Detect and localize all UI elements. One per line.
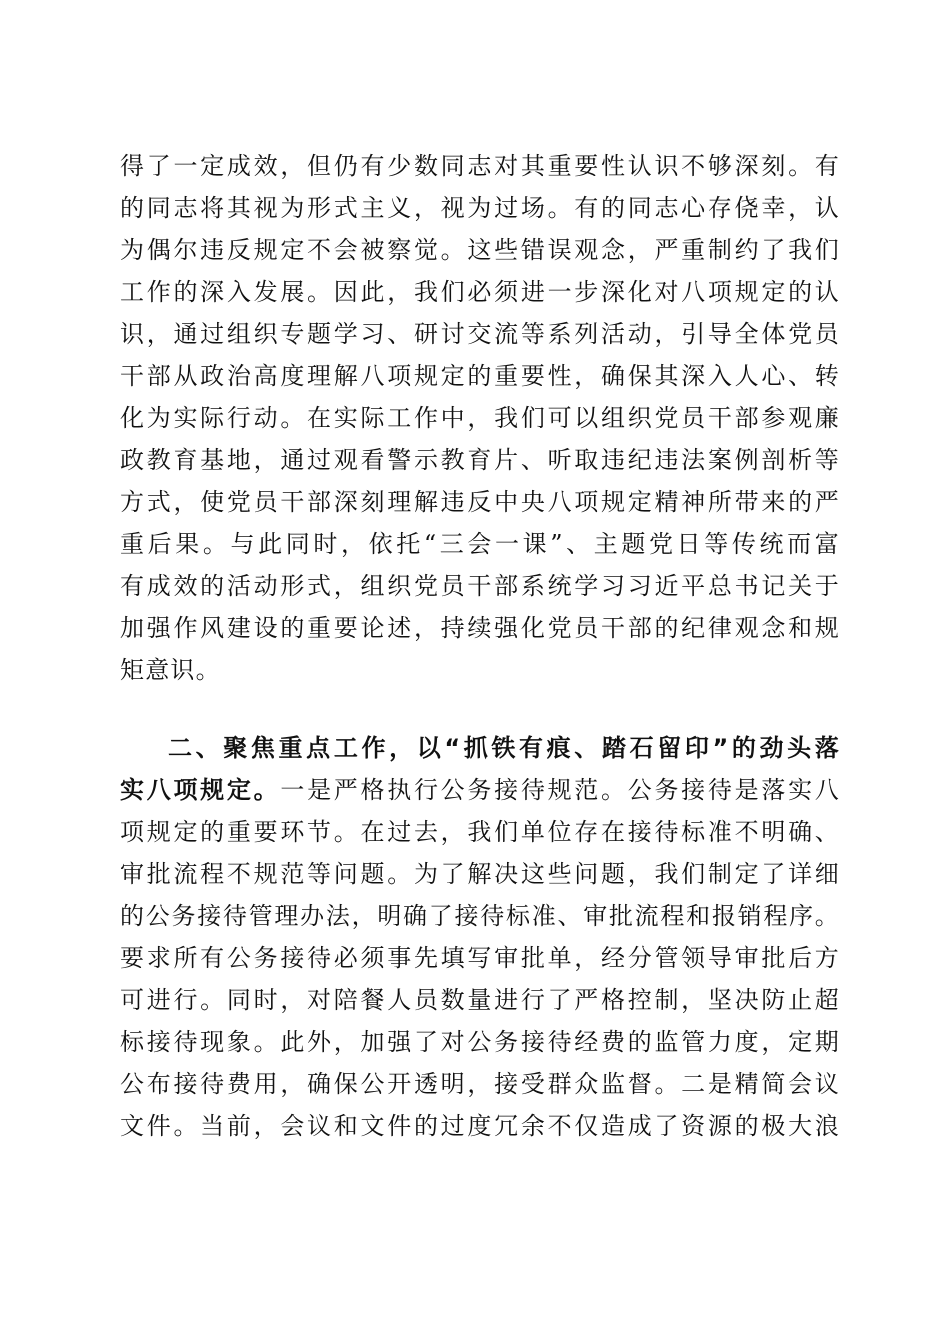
text-run: 一是严格执行公务接待规范。公务接待是落实八: [280, 776, 840, 804]
paragraph-1: [120, 145, 840, 691]
section-heading: 二、聚焦重点工作，以“抓铁有痕、踏石留印”的劲头落: [168, 734, 840, 762]
paragraph-2: [120, 727, 840, 1147]
text-line: 标接待现象。此外，加强了对公务接待经费的监管力度，定期: [120, 1028, 840, 1056]
section-heading-continuation: 实八项规定。: [120, 776, 281, 804]
text-line: 得了一定成效，但仍有少数同志对其重要性认识不够深刻。有: [120, 152, 840, 180]
text-line: 文件。当前，会议和文件的过度冗余不仅造成了资源的极大浪: [120, 1112, 840, 1140]
text-line: 识，通过组织专题学习、研讨交流等系列活动，引导全体党员: [120, 320, 840, 348]
text-line: 工作的深入发展。因此，我们必须进一步深化对八项规定的认: [120, 278, 840, 306]
text-line: 审批流程不规范等问题。为了解决这些问题，我们制定了详细: [120, 860, 840, 888]
text-line: 方式，使党员干部深刻理解违反中央八项规定精神所带来的严: [120, 488, 840, 516]
text-line: 干部从政治高度理解八项规定的重要性，确保其深入人心、转: [120, 362, 840, 390]
text-line: 可进行。同时，对陪餐人员数量进行了严格控制，坚决防止超: [120, 986, 840, 1014]
text-line: [120, 769, 840, 811]
text-line: 重后果。与此同时，依托“三会一课”、主题党日等传统而富: [120, 530, 840, 558]
text-line: 有成效的活动形式，组织党员干部系统学习习近平总书记关于: [120, 572, 840, 600]
text-line: 要求所有公务接待必须事先填写审批单，经分管领导审批后方: [120, 944, 840, 972]
text-line: 化为实际行动。在实际工作中，我们可以组织党员干部参观廉: [120, 404, 840, 432]
text-line: 项规定的重要环节。在过去，我们单位存在接待标准不明确、: [120, 818, 840, 846]
text-line: 公布接待费用，确保公开透明，接受群众监督。二是精简会议: [120, 1070, 840, 1098]
text-line: 加强作风建设的重要论述，持续强化党员干部的纪律观念和规: [120, 614, 840, 642]
text-line: 的公务接待管理办法，明确了接待标准、审批流程和报销程序。: [120, 902, 840, 930]
text-line: 矩意识。: [120, 656, 221, 684]
text-line: 政教育基地，通过观看警示教育片、听取违纪违法案例剖析等: [120, 446, 840, 474]
text-line: 为偶尔违反规定不会被察觉。这些错误观念，严重制约了我们: [120, 236, 840, 264]
text-line: 的同志将其视为形式主义，视为过场。有的同志心存侥幸，认: [120, 194, 840, 222]
